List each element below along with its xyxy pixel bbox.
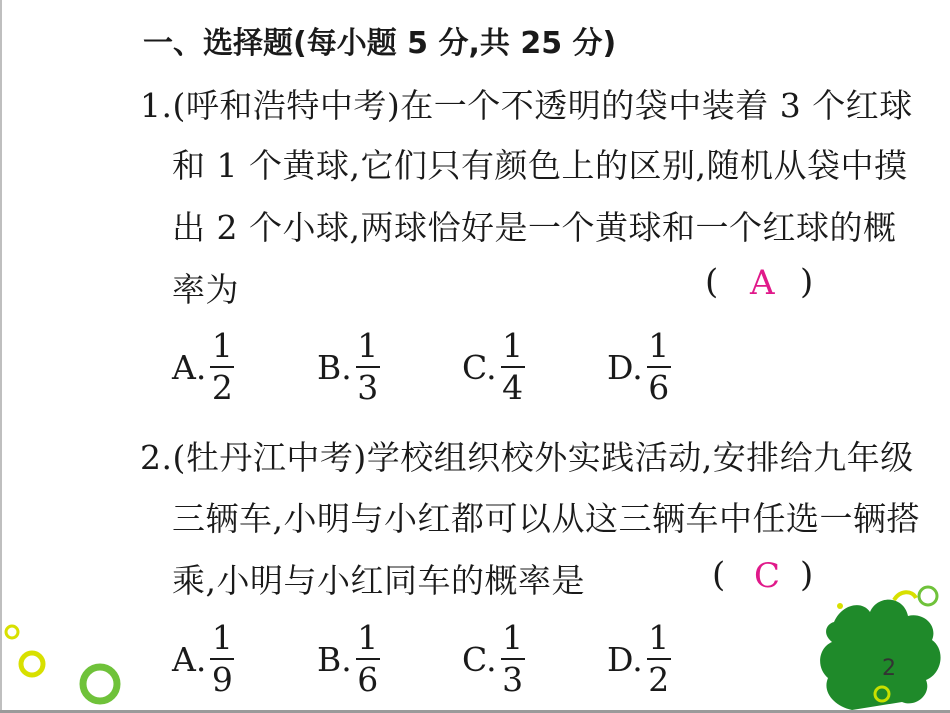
q1-line-1: 1.(呼和浩特中考)在一个不透明的袋中装着 3 个红球 [140, 86, 913, 125]
denominator: 3 [502, 660, 524, 699]
q2-option-c [462, 618, 525, 700]
top-ring-icon [919, 587, 937, 605]
q2-line-2: 三辆车,小明与小红都可以从这三辆车中任选一辆搭 [172, 499, 920, 538]
q2-paren-open: ( [712, 555, 726, 595]
numerator: 1 [648, 618, 670, 657]
page-border-left [0, 0, 2, 713]
numerator: 1 [502, 326, 524, 365]
option-label: B. [317, 639, 352, 679]
denominator: 6 [648, 368, 670, 407]
denominator: 2 [648, 660, 670, 699]
section-heading: 一、选择题(每小题 5 分,共 25 分) [143, 26, 617, 61]
q2-line-3: 乘,小明与小红同车的概率是 [172, 561, 585, 600]
denominator: 9 [211, 660, 233, 699]
option-label: B. [317, 347, 352, 387]
q1-option-d [607, 326, 671, 408]
swirl-icon [894, 592, 916, 600]
fraction [210, 326, 234, 408]
numerator: 1 [648, 326, 670, 365]
q2-option-b [317, 618, 380, 700]
q2-option-a [172, 618, 234, 700]
small-ring-icon [6, 626, 18, 638]
denominator: 3 [357, 368, 379, 407]
decorative-rings [0, 612, 140, 710]
option-label: D. [607, 347, 643, 387]
fraction [501, 326, 525, 408]
denominator: 6 [357, 660, 379, 699]
fraction [647, 326, 671, 408]
leaf-icon [820, 600, 940, 710]
fraction [356, 326, 380, 408]
q1-line-4: 率为 [172, 270, 239, 309]
page-number: 2 [882, 656, 896, 681]
q1-option-a [172, 326, 234, 408]
option-label: A. [172, 347, 207, 387]
q2-answer: C [754, 556, 781, 596]
denominator: 2 [211, 368, 233, 407]
numerator: 1 [357, 618, 379, 657]
option-label: C. [462, 347, 497, 387]
q2-paren-close: ) [800, 555, 814, 595]
q1-line-2: 和 1 个黄球,它们只有颜色上的区别,随机从袋中摸 [172, 146, 908, 185]
numerator: 1 [502, 618, 524, 657]
q1-paren-close: ) [800, 262, 814, 302]
denominator: 4 [502, 368, 524, 407]
numerator: 1 [357, 326, 379, 365]
q1-paren-open: ( [705, 262, 719, 302]
fraction [210, 618, 234, 700]
green-ring-icon [83, 667, 117, 701]
q1-line-3: 出 2 个小球,两球恰好是一个黄球和一个红球的概 [172, 208, 897, 247]
option-label: C. [462, 639, 497, 679]
q2-line-1: 2.(牡丹江中考)学校组织校外实践活动,安排给九年级 [140, 438, 914, 477]
q1-option-b [317, 326, 380, 408]
fraction [501, 618, 525, 700]
q2-option-d [607, 618, 671, 700]
fraction [647, 618, 671, 700]
q1-answer: A [750, 263, 775, 303]
option-label: D. [607, 639, 643, 679]
q1-option-c [462, 326, 525, 408]
yellow-ring-icon [21, 653, 43, 675]
leaf-decoration [812, 582, 950, 710]
numerator: 1 [211, 618, 233, 657]
option-label: A. [172, 639, 207, 679]
fraction [356, 618, 380, 700]
numerator: 1 [211, 326, 233, 365]
dot-icon [837, 603, 843, 609]
